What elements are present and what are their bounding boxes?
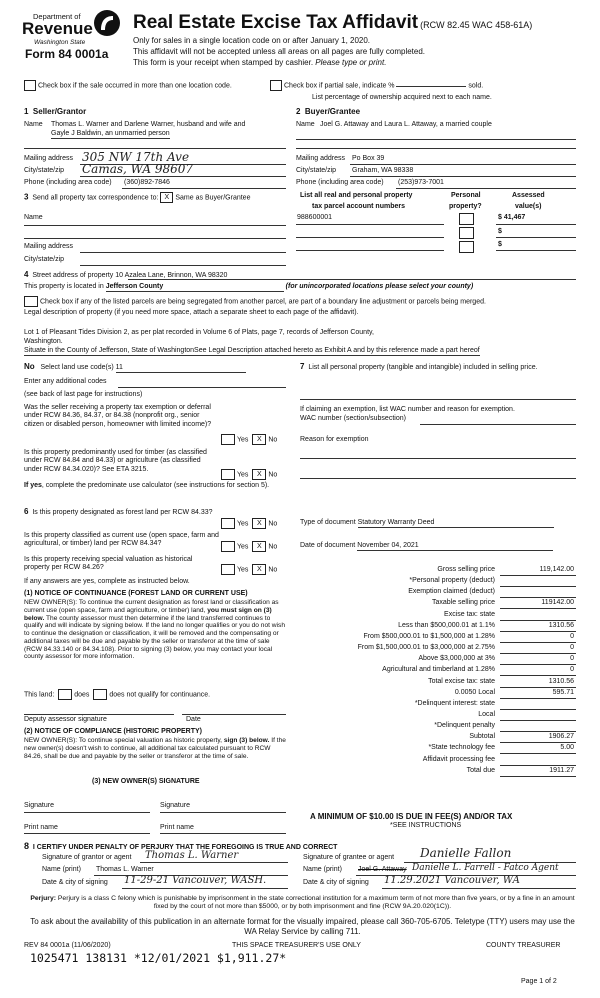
compliance-head: (2) NOTICE OF COMPLIANCE (HISTORIC PROPERTY) bbox=[24, 728, 202, 735]
doc-date-value[interactable]: November 04, 2021 bbox=[357, 542, 553, 551]
does-not-checkbox[interactable] bbox=[93, 689, 107, 700]
fee-field[interactable] bbox=[500, 756, 576, 766]
s7-text: List all personal property (tangible and intangible) included in selling price. bbox=[308, 364, 538, 371]
dor-logo bbox=[94, 10, 120, 36]
perjury-text bbox=[30, 895, 575, 911]
perjury-bold: Perjury: bbox=[30, 895, 56, 902]
dor-logo-icon bbox=[94, 10, 120, 36]
fee-label: *Personal property (deduct) bbox=[409, 577, 495, 585]
continuance-b: you must sign on (3) below. bbox=[24, 606, 272, 622]
s6-q2: Is this property classified as current use (open space, farm and agricultural, or timber) land per RCW 84.34? bbox=[24, 532, 219, 548]
alt-format-text: To ask about the availability of this publication in an alternate format for the visually impaired, please call 360-705-6705. Teletype (TTY) users may use the WA Relay Service by calling 711. bbox=[30, 917, 575, 936]
partial-sale-checkbox[interactable] bbox=[270, 80, 282, 91]
fee-value: 595.71 bbox=[552, 688, 574, 696]
s8-no: 8 bbox=[24, 841, 30, 851]
fee-field[interactable] bbox=[500, 678, 576, 688]
fee-field[interactable] bbox=[500, 722, 576, 732]
s6-q1 bbox=[24, 507, 220, 517]
s6-q1-answers bbox=[221, 518, 277, 529]
s5-q1-answers bbox=[221, 434, 277, 445]
grantee-sig[interactable]: Danielle Fallon bbox=[420, 846, 512, 860]
assessed-dollar-3: $ bbox=[498, 241, 502, 248]
new-owner-sig-head: (3) NEW OWNER(S) SIGNATURE bbox=[92, 778, 200, 785]
legal-line2[interactable]: Washington. bbox=[24, 338, 63, 345]
see-back-note: (see back of last page for instructions) bbox=[24, 391, 143, 398]
fee-label: Exemption claimed (deduct) bbox=[408, 588, 495, 596]
seller-name-line1: Thomas L. Warner and Darlene Warner, husband and wife and bbox=[51, 121, 246, 128]
seller-name-line2: Gayle J Baldwin, an unmarried person bbox=[51, 130, 170, 139]
grantor-date-label: Date & city of signing bbox=[42, 879, 108, 886]
s5-q2-no: No bbox=[268, 471, 278, 479]
multi-location-label: Check box if the sale occurred in more than one location code. bbox=[38, 82, 232, 90]
reason-label: Reason for exemption bbox=[300, 436, 369, 443]
fee-field[interactable] bbox=[500, 633, 576, 643]
parcel-head-2: tax parcel account numbers bbox=[312, 203, 405, 210]
fee-field[interactable] bbox=[500, 566, 576, 576]
list-pct-note: List percentage of ownership acquired next to each name. bbox=[312, 94, 492, 101]
fee-label: Excise tax: state bbox=[444, 610, 495, 618]
correspondence-text: Send all property tax correspondence to: bbox=[32, 194, 159, 202]
s7-row bbox=[300, 362, 570, 372]
new-owner-print-1: Print name bbox=[24, 824, 58, 831]
fee-field[interactable] bbox=[500, 711, 576, 721]
fee-field[interactable] bbox=[500, 767, 576, 777]
fee-field[interactable] bbox=[500, 599, 576, 609]
fee-label: Affidavit processing fee bbox=[422, 755, 495, 763]
land-use-label: Select land use code(s) bbox=[40, 364, 114, 371]
seller-heading-text: Seller/Grantor bbox=[32, 107, 87, 116]
seller-phone-value[interactable]: (360)892-7846 bbox=[124, 179, 170, 186]
s5-q1-yes-box[interactable] bbox=[221, 434, 235, 445]
form-title-wrap bbox=[133, 12, 532, 35]
s6-q3-no: No bbox=[268, 566, 278, 574]
assessed-head-1: Assessed bbox=[512, 192, 545, 199]
seller-city-value[interactable]: Camas, WA 98607 bbox=[82, 162, 194, 176]
fee-label: *Delinquent interest: state bbox=[414, 699, 495, 707]
dept-label: Department of bbox=[33, 12, 81, 21]
fee-field[interactable] bbox=[500, 744, 576, 754]
s6-q1-yes: Yes bbox=[237, 520, 249, 528]
buyer-phone-value[interactable]: (253)973-7001 bbox=[398, 179, 444, 186]
seller-city-label: City/state/zip bbox=[24, 167, 65, 174]
fee-label: Less than $500,000.01 at 1.1% bbox=[398, 621, 495, 629]
corr-name-label: Name bbox=[24, 214, 43, 221]
buyer-name-value[interactable]: Joel G. Attaway and Laura L. Attaway, a married couple bbox=[320, 121, 492, 128]
fee-value: 1310.56 bbox=[548, 677, 574, 685]
s5-q2-no-box[interactable]: X bbox=[252, 469, 266, 480]
header-line3 bbox=[133, 58, 386, 68]
s6-q3-yes-box[interactable] bbox=[221, 564, 235, 575]
header-line3b: Please type or print. bbox=[315, 58, 387, 67]
land-use-value[interactable]: 11 bbox=[116, 364, 246, 373]
s6-q3-no-box[interactable]: X bbox=[252, 564, 266, 575]
s6-q1-yes-box[interactable] bbox=[221, 518, 235, 529]
fee-value: 1911.27 bbox=[549, 766, 574, 774]
state-label: Washington State bbox=[34, 39, 86, 46]
doc-type-label: Type of document bbox=[300, 519, 356, 526]
this-land-label: This land: bbox=[24, 691, 55, 699]
s6-q3-answers bbox=[221, 564, 277, 575]
fee-label: 0.0050 Local bbox=[454, 688, 495, 696]
personal-head-1: Personal bbox=[451, 192, 481, 199]
form-rcw: (RCW 82.45 WAC 458-61A) bbox=[420, 20, 533, 30]
multi-location-check[interactable] bbox=[24, 80, 232, 91]
fee-value: 1310.56 bbox=[548, 621, 574, 629]
fee-field[interactable] bbox=[500, 577, 576, 587]
same-as-buyer-label: Same as Buyer/Grantee bbox=[175, 194, 251, 202]
this-land-row bbox=[24, 689, 210, 700]
grantor-date[interactable]: 11-29-21 Vancouver, WASH. bbox=[124, 875, 267, 886]
header-line3a: This form is your receipt when stamped by cashier. bbox=[133, 58, 316, 67]
fee-label: From $1,500,000.01 to $3,000,000 at 2.75% bbox=[357, 644, 495, 652]
s5-if-yes-text: , complete the predominate use calculator (see instructions for section 5). bbox=[41, 482, 270, 489]
seller-no: 1 bbox=[24, 107, 29, 116]
parcel-head-1: List all real and personal property bbox=[300, 192, 413, 199]
s7-no: 7 bbox=[300, 362, 305, 371]
county-treasurer-label: COUNTY TREASURER bbox=[486, 942, 561, 949]
grantor-name[interactable]: Thomas L. Warner bbox=[96, 866, 154, 873]
sold-label: sold. bbox=[468, 82, 484, 90]
s5-if-yes bbox=[24, 482, 294, 490]
doc-type-row bbox=[300, 519, 554, 528]
fee-label: From $500,000.01 to $1,500,000 at 1.28% bbox=[363, 632, 495, 640]
s5-q2: Is this property predominantly used for timber (as classified under RCW 84.84 and 84.33) or agriculture (as classified under RCW 84.34.020)? See ETA 3215. bbox=[24, 449, 207, 473]
grantee-name-label: Name (print) bbox=[303, 866, 342, 873]
grantee-date-label: Date & city of signing bbox=[303, 879, 369, 886]
land-use-row bbox=[24, 362, 246, 373]
revenue-logo-text: Revenue bbox=[22, 19, 93, 38]
certify-text: I CERTIFY UNDER PENALTY OF PERJURY THAT THE FOREGOING IS TRUE AND CORRECT bbox=[32, 844, 338, 851]
buyer-mail-value[interactable]: Po Box 39 bbox=[352, 155, 385, 162]
new-owner-print-2: Print name bbox=[160, 824, 194, 831]
buyer-heading bbox=[296, 107, 360, 117]
fee-field[interactable] bbox=[500, 588, 576, 598]
s6-q2-yes: Yes bbox=[237, 543, 249, 551]
fee-value: 0 bbox=[570, 632, 574, 640]
s6-q1-no: No bbox=[268, 520, 278, 528]
header-line2: This affidavit will not be accepted unless all areas on all pages are fully completed. bbox=[133, 47, 426, 56]
seller-name-label: Name bbox=[24, 121, 43, 128]
fee-label: *Delinquent penalty bbox=[434, 722, 495, 730]
grantor-sig-label: Signature of grantor or agent bbox=[42, 854, 132, 861]
correspondence-no: 3 bbox=[24, 192, 29, 202]
fee-field[interactable] bbox=[500, 689, 576, 699]
doc-type-value[interactable]: Statutory Warranty Deed bbox=[358, 519, 554, 528]
grantor-sig[interactable]: Thomas L. Warner bbox=[145, 850, 239, 861]
continuance-c: The county assessor must then determine if the land transferred continues to qualify and will indicate by signing below. If the land no longer qualifies or you do not wish to continue the designation or classification, it will be removed and the compensating or additional taxes will be due and payable by the seller or transferor at the time of sale (RCW 84.33.140 or 84.34.108). Prior to signing (3) below, you may contact your local county assessor for more information. bbox=[24, 614, 285, 661]
perjury-body: Perjury is a class C felony which is punishable by imprisonment in the state correctional institution for a maximum term of not more than five years, or by a fine in an amount fixed by the court of not more than $5000, or by both imprisonment and fine (RCW 9A.20.020(1C)). bbox=[56, 895, 575, 911]
partial-pct-field[interactable] bbox=[396, 86, 466, 87]
corr-mail-label: Mailing address bbox=[24, 243, 74, 250]
fee-field[interactable] bbox=[500, 611, 576, 621]
street-value[interactable]: 10 Azalea Lane, Brinnon, WA 98320 bbox=[115, 272, 228, 279]
s6-q3: Is this property receiving special valuation as historical property per RCW 84.26? bbox=[24, 556, 193, 572]
fee-value: 1906.27 bbox=[548, 733, 574, 741]
s5-no: No bbox=[24, 362, 35, 371]
buyer-city-label: City/state/zip bbox=[296, 167, 337, 174]
fee-value: 119142.00 bbox=[541, 599, 574, 607]
s6-q2-no: No bbox=[268, 543, 278, 551]
form-title: Real Estate Excise Tax Affidavit bbox=[133, 12, 419, 33]
located-label: This property is located in bbox=[24, 283, 104, 290]
fee-label: Gross selling price bbox=[437, 566, 495, 573]
s5-q2-yes-box[interactable] bbox=[221, 469, 235, 480]
compliance-a: NEW OWNER(S): To continue special valuation as historic property, bbox=[24, 737, 224, 744]
cashier-stamp: 1025471 138131 *12/01/2021 $1,911.27* bbox=[30, 951, 287, 965]
fee-label: Agricultural and timberland at 1.28% bbox=[382, 666, 495, 674]
deputy-date-label: Date bbox=[186, 716, 201, 723]
header-line1: Only for sales in a single location code on or after January 1, 2020. bbox=[133, 36, 371, 45]
s5-q1: Was the seller receiving a property tax exemption or deferral under RCW 84.36, 84.37, or 84.38 (nonprofit org., senior citizen or disabled person, homeowner with limited income)? bbox=[24, 404, 212, 428]
fee-label: Local bbox=[478, 710, 495, 718]
fee-value: 0 bbox=[570, 644, 574, 652]
page-number: Page 1 of 2 bbox=[521, 978, 557, 985]
legal-label: Legal description of property (if you need more space, attach a separate sheet to each page of the affidavit). bbox=[24, 309, 359, 316]
compliance-b: sign (3) below. bbox=[223, 737, 270, 744]
fee-field[interactable] bbox=[500, 666, 576, 676]
grantee-name-struck: Joel G. Attaway bbox=[358, 866, 407, 873]
grantee-sig-label: Signature of grantee or agent bbox=[303, 854, 395, 861]
fee-field[interactable] bbox=[500, 644, 576, 654]
s6-q2-no-box[interactable]: X bbox=[252, 541, 266, 552]
personal-prop-checkbox-3[interactable] bbox=[459, 241, 474, 253]
segregate-checkbox[interactable] bbox=[24, 296, 38, 307]
fee-label: *State technology fee bbox=[428, 744, 495, 752]
continuance-head: (1) NOTICE OF CONTINUANCE (FOREST LAND OR CURRENT USE) bbox=[24, 590, 248, 597]
seller-heading bbox=[24, 107, 86, 117]
same-as-buyer-checkbox[interactable]: X bbox=[160, 192, 173, 203]
buyer-phone-label: Phone (including area code) bbox=[296, 179, 384, 186]
does-not-label: does not qualify for continuance. bbox=[109, 691, 211, 699]
personal-prop-checkbox-1[interactable] bbox=[459, 213, 474, 225]
fee-label: Total excise tax: state bbox=[428, 677, 495, 685]
property-no: 4 bbox=[24, 270, 29, 279]
s6-note: If any answers are yes, complete as instructed below. bbox=[24, 578, 190, 585]
fee-field[interactable] bbox=[500, 622, 576, 632]
new-owner-sig-1: Signature bbox=[24, 802, 54, 809]
county-note: (for unincorporated locations please select your county) bbox=[285, 283, 474, 290]
buyer-no: 2 bbox=[296, 107, 301, 116]
s5-q2-yes: Yes bbox=[237, 471, 249, 479]
segregate-label: Check box if any of the listed parcels are being segregated from another parcel, are part of a boundary line adjustment or parcels being merged. bbox=[40, 298, 486, 306]
additional-codes-label: Enter any additional codes bbox=[24, 378, 107, 385]
buyer-heading-text: Buyer/Grantee bbox=[304, 107, 361, 116]
fee-value: 119,142.00 bbox=[539, 566, 574, 573]
wac-number-label: WAC number (section/subsection) bbox=[300, 415, 406, 422]
seller-phone-label: Phone (including area code) bbox=[24, 179, 112, 186]
s6-q1-text: Is this property designated as forest land per RCW 84.33? bbox=[32, 509, 213, 516]
s5-q2-answers bbox=[221, 469, 277, 480]
continuance-a: NEW OWNER(S): To continue the current designation as forest land or classification as current use (open space, farm and agriculture, or timber) land, bbox=[24, 599, 279, 614]
fee-field[interactable] bbox=[500, 700, 576, 710]
personal-head-2: property? bbox=[449, 203, 482, 210]
fee-field[interactable] bbox=[500, 733, 576, 743]
partial-sale-check[interactable] bbox=[270, 80, 483, 91]
fee-value: 5.00 bbox=[560, 744, 574, 752]
does-label: does bbox=[74, 691, 90, 699]
doc-date-row bbox=[300, 542, 553, 551]
compliance-c: If the new owner(s) doesn't wish to continue, all additional tax calculated pursuant to RCW 84.26, shall be due and payable by the seller or transferor at the time of sale. bbox=[24, 737, 286, 760]
compliance-text bbox=[24, 737, 288, 760]
doc-date-label: Date of document bbox=[300, 542, 356, 549]
s5-if-yes-bold: If yes bbox=[24, 482, 42, 489]
exempt-wac-text: If claiming an exemption, list WAC number and reason for exemption. bbox=[300, 406, 515, 413]
s5-q1-yes: Yes bbox=[237, 436, 249, 444]
s6-q1-no-box[interactable]: X bbox=[252, 518, 266, 529]
s6-q2-answers bbox=[221, 541, 277, 552]
fee-label: Total due bbox=[466, 766, 495, 774]
legal-line3[interactable]: Situate in the County of Jefferson, State of WashingtonSee Legal Description attached hereto as Exhibit A and by this reference made a part hereof bbox=[24, 347, 480, 356]
county-select[interactable]: Jefferson County bbox=[106, 283, 284, 292]
seller-mail-label: Mailing address bbox=[24, 155, 74, 162]
personal-prop-checkbox-2[interactable] bbox=[459, 227, 474, 239]
deputy-sig-label: Deputy assessor signature bbox=[24, 716, 107, 723]
s5-q1-no: No bbox=[268, 436, 278, 444]
s5-q1-no-box[interactable]: X bbox=[252, 434, 266, 445]
located-row bbox=[24, 283, 473, 292]
legal-line1[interactable]: Lot 1 of Pleasant Tides Division 2, as per plat recorded in Volume 6 of Plats, page 7, records of Jefferson County, bbox=[24, 329, 374, 336]
treasurer-only-label: THIS SPACE TREASURER'S USE ONLY bbox=[232, 942, 361, 949]
s6-no: 6 bbox=[24, 507, 29, 516]
s6-q2-yes-box[interactable] bbox=[221, 541, 235, 552]
seller-mail-value[interactable]: 305 NW 17th Ave bbox=[82, 150, 190, 164]
assessed-value-1[interactable]: $ 41,467 bbox=[498, 214, 526, 221]
minimum-line1: A MINIMUM OF $10.00 IS DUE IN FEE(S) AND/OR TAX bbox=[310, 812, 513, 821]
parcel-number-1[interactable]: 988600001 bbox=[297, 214, 333, 221]
multi-location-checkbox[interactable] bbox=[24, 80, 36, 91]
correspondence-row bbox=[24, 192, 250, 203]
grantee-date[interactable]: 11.29.2021 Vancouver, WA bbox=[384, 875, 520, 886]
buyer-city-value[interactable]: Graham, WA 98338 bbox=[352, 167, 414, 174]
fee-label: Taxable selling price bbox=[431, 599, 495, 607]
assessed-head-2: value(s) bbox=[515, 203, 542, 210]
assessed-dollar-2: $ bbox=[498, 228, 502, 235]
new-owner-sig-2: Signature bbox=[160, 802, 190, 809]
fee-label: Above $3,000,000 at 3% bbox=[418, 655, 495, 663]
form-number: Form 84 0001a bbox=[25, 47, 109, 61]
corr-city-label: City/state/zip bbox=[24, 256, 65, 263]
rev-label: REV 84 0001a (11/06/2020) bbox=[24, 942, 111, 949]
fee-value: 0 bbox=[570, 666, 574, 674]
s6-q3-yes: Yes bbox=[237, 566, 249, 574]
partial-sale-label: Check box if partial sale, indicate % bbox=[284, 82, 395, 90]
continuance-text bbox=[24, 599, 288, 661]
buyer-name-label: Name bbox=[296, 121, 315, 128]
grantee-name[interactable]: Danielle L. Farrell - Fatco Agent bbox=[412, 863, 559, 873]
fee-field[interactable] bbox=[500, 655, 576, 665]
grantor-name-label: Name (print) bbox=[42, 866, 81, 873]
fee-value: 0 bbox=[570, 655, 574, 663]
fee-label: Subtotal bbox=[469, 733, 495, 741]
minimum-line2: *SEE INSTRUCTIONS bbox=[390, 822, 462, 829]
does-checkbox[interactable] bbox=[58, 689, 72, 700]
street-label: Street address of property bbox=[32, 272, 114, 279]
buyer-mail-label: Mailing address bbox=[296, 155, 346, 162]
segregate-row bbox=[24, 296, 486, 307]
